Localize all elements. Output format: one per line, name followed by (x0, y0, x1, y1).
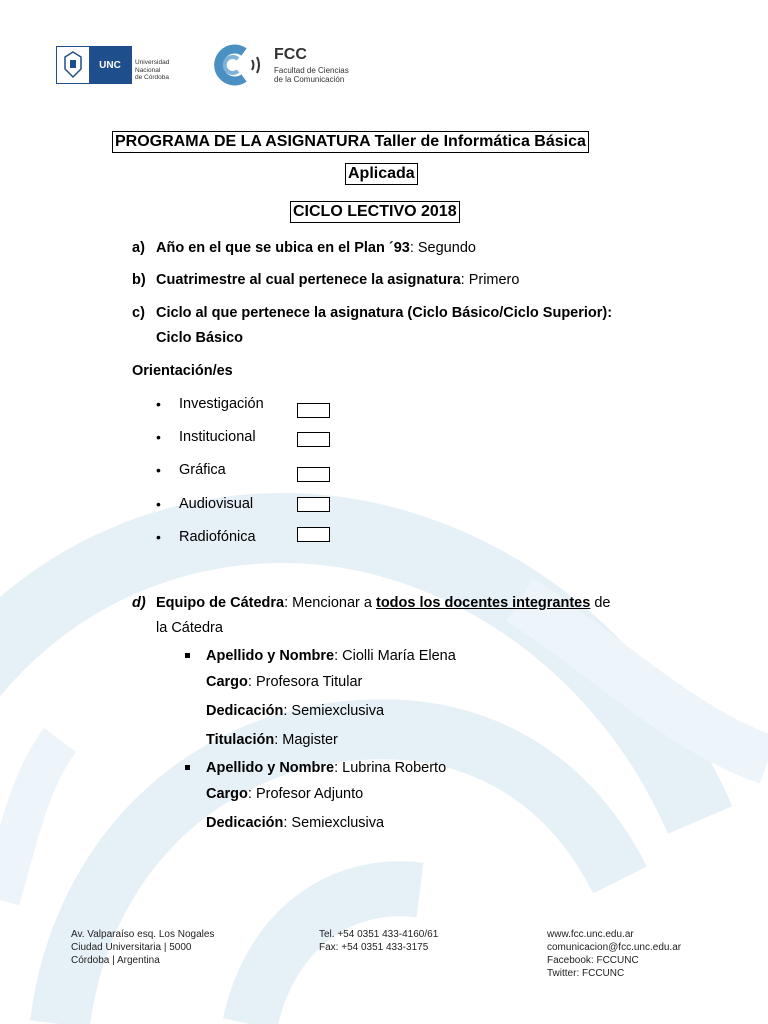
member-2-cargo: Cargo: Profesor Adjunto (206, 786, 364, 802)
item-d-text: : Mencionar a (284, 595, 376, 611)
fcc-mark-icon (210, 44, 266, 86)
unc-name: Universidad Nacional de Córdoba (135, 59, 170, 81)
item-b-value: : Primero (460, 272, 520, 288)
checkbox-grafica[interactable] (297, 467, 330, 482)
item-b-label: Cuatrimestre al cual pertenece la asignatura (156, 272, 461, 288)
footer-address: Av. Valparaíso esq. Los Nogales Ciudad Universitaria | 5000 Córdoba | Argentina (71, 929, 215, 966)
unc-logo (56, 46, 176, 84)
item-a-value: : Segundo (409, 240, 476, 256)
footer-web (547, 928, 681, 980)
orientation-option-grafica: Gráfica (179, 462, 226, 478)
item-c-label: Ciclo al que pertenece la asignatura (Ciclo Básico/Ciclo Superior): (156, 305, 613, 321)
unc-acronym: UNC (89, 47, 131, 83)
item-c-letter: c) (132, 305, 145, 321)
orientation-heading: Orientación/es (132, 363, 233, 379)
bullet-icon: • (156, 496, 161, 512)
orientation-option-audiovisual: Audiovisual (179, 496, 254, 512)
item-a-label: Año en el que se ubica en el Plan ´93 (156, 240, 410, 256)
bullet-icon: • (156, 462, 161, 478)
orientation-option-institucional: Institucional (179, 429, 256, 445)
member-2-name: Apellido y Nombre: Lubrina Roberto (206, 760, 447, 776)
item-a (156, 239, 476, 257)
item-b (156, 271, 519, 289)
program-title: PROGRAMA DE LA ASIGNATURA Taller de Informática Básica (112, 131, 589, 153)
item-b-letter: b) (132, 272, 146, 288)
bullet-icon: • (156, 396, 161, 412)
item-d-emphasis: todos los docentes integrantes (376, 595, 591, 611)
item-d-line2: la Cátedra (156, 620, 223, 636)
item-d-label: Equipo de Cátedra (156, 595, 285, 611)
footer-facebook: Facebook: FCCUNC (547, 955, 639, 966)
item-d-letter: d) (132, 595, 146, 611)
checkbox-institucional[interactable] (297, 432, 330, 447)
bullet-icon: • (156, 529, 161, 545)
orientation-option-radiofonica: Radiofónica (179, 529, 256, 545)
footer-twitter: Twitter: FCCUNC (547, 968, 625, 979)
member-1-titulacion: Titulación: Magister (206, 732, 338, 748)
fcc-acronym: FCC (274, 46, 307, 63)
footer-phones: Tel. +54 0351 433-4160/61 Fax: +54 0351 433-3175 (319, 929, 439, 953)
checkbox-radiofonica[interactable] (297, 527, 330, 542)
fcc-name: Facultad de Ciencias de la Comunicación (274, 66, 349, 84)
item-d-tail: de (590, 595, 611, 611)
footer-website-link[interactable]: www.fcc.unc.edu.ar (547, 929, 634, 940)
square-bullet-icon (185, 653, 190, 658)
footer-email-link[interactable]: comunicacion@fcc.unc.edu.ar (547, 942, 682, 953)
cycle-title: CICLO LECTIVO 2018 (290, 201, 460, 223)
fcc-logo (210, 44, 370, 86)
square-bullet-icon (185, 765, 190, 770)
item-c-value: Ciclo Básico (156, 330, 244, 346)
member-1-cargo: Cargo: Profesora Titular (206, 674, 363, 690)
bullet-icon: • (156, 429, 161, 445)
program-title-continued: Aplicada (345, 163, 418, 185)
checkbox-investigacion[interactable] (297, 403, 330, 418)
member-1-dedicacion: Dedicación: Semiexclusiva (206, 703, 385, 719)
item-a-letter: a) (132, 240, 145, 256)
member-1-name: Apellido y Nombre: Ciolli María Elena (206, 648, 456, 664)
unc-seal-icon (57, 47, 89, 83)
member-2-dedicacion: Dedicación: Semiexclusiva (206, 815, 385, 831)
item-d (156, 594, 611, 612)
orientation-option-investigacion: Investigación (179, 396, 264, 412)
checkbox-audiovisual[interactable] (297, 497, 330, 512)
